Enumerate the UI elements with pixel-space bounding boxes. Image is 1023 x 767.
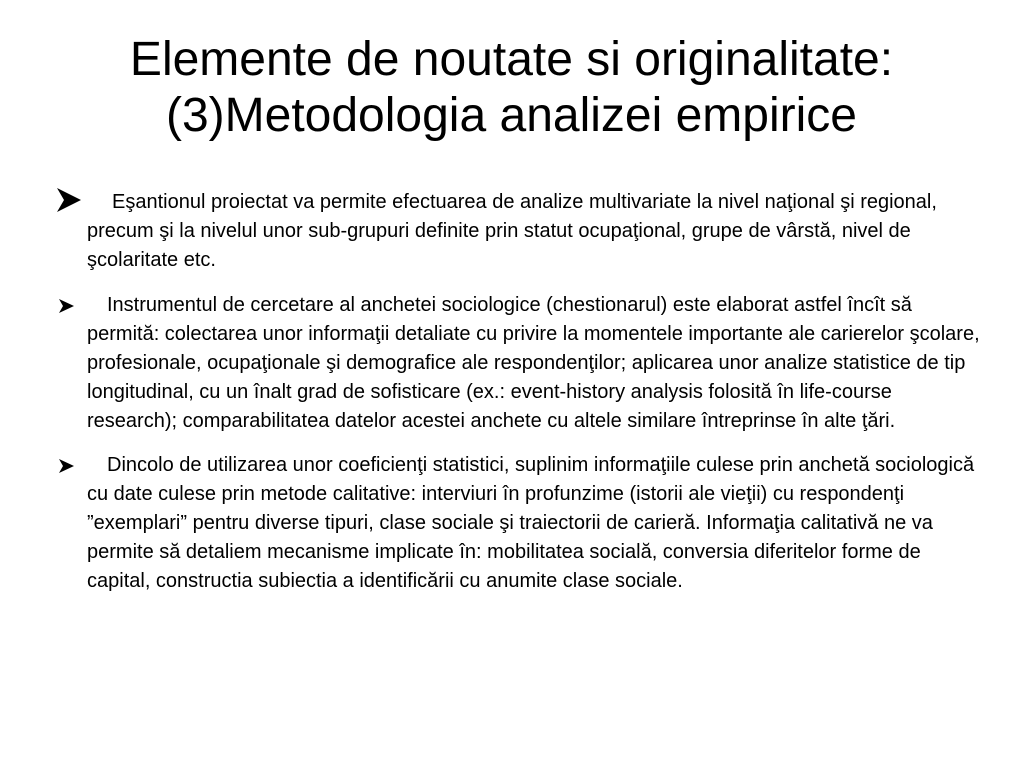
slide-title-line-1: Elemente de noutate si originalitate:	[129, 33, 894, 86]
arrowhead-bullet-icon	[57, 451, 77, 480]
bullet-item-qualitative	[55, 451, 985, 596]
bullet-text-instrument: Instrumentul de cercetare al anchetei sociologice (chestionarul) este elaborat astfel încît să permită: colectarea unor informaţii detaliate cu privire la momentele importante ale carierelor şcolare, profesionale, ocupaţionale şi demografice ale respondenţilor; aplicarea unor analize statistice de tip longitudinal, cu un înalt grad de sofisticare (ex.: event-history analysis folosită în life-course research); comparabilitatea datelor acestei anchete cu altele similare întreprinse în alte ţări.	[87, 294, 980, 432]
bullet-item-sample	[55, 188, 985, 275]
arrowhead-bullet-icon	[57, 291, 77, 320]
bullet-item-instrument	[55, 291, 985, 436]
slide-title	[20, 32, 1003, 144]
bullet-text-qualitative: Dincolo de utilizarea unor coeficienţi statistici, suplinim informaţiile culese prin anchetă sociologică cu date culese prin metode calitative: interviuri în profunzime (istorii ale vieţii) cu respondenţi ”exemplari” pentru diverse tipuri, clase sociale şi traiectorii de carieră. Informaţia calitativă ne va permite să detaliem mecanisme implicate în: mobilitatea socială, conversia diferitelor forme de capital, constructia subiectia a identificării cu anumite clase sociale.	[87, 454, 975, 592]
slide-title-line-2: (3)Metodologia analizei empirice	[165, 89, 857, 142]
bullet-list	[55, 188, 985, 611]
arrowhead-bullet-icon	[55, 182, 83, 218]
bullet-text-sample: Eşantionul proiectat va permite efectuarea de analize multivariate la nivel naţional şi regional, precum şi la nivelul unor sub-grupuri definite prin statut ocupaţional, grupe de vârstă, nivel de şcolaritate etc.	[87, 191, 937, 271]
